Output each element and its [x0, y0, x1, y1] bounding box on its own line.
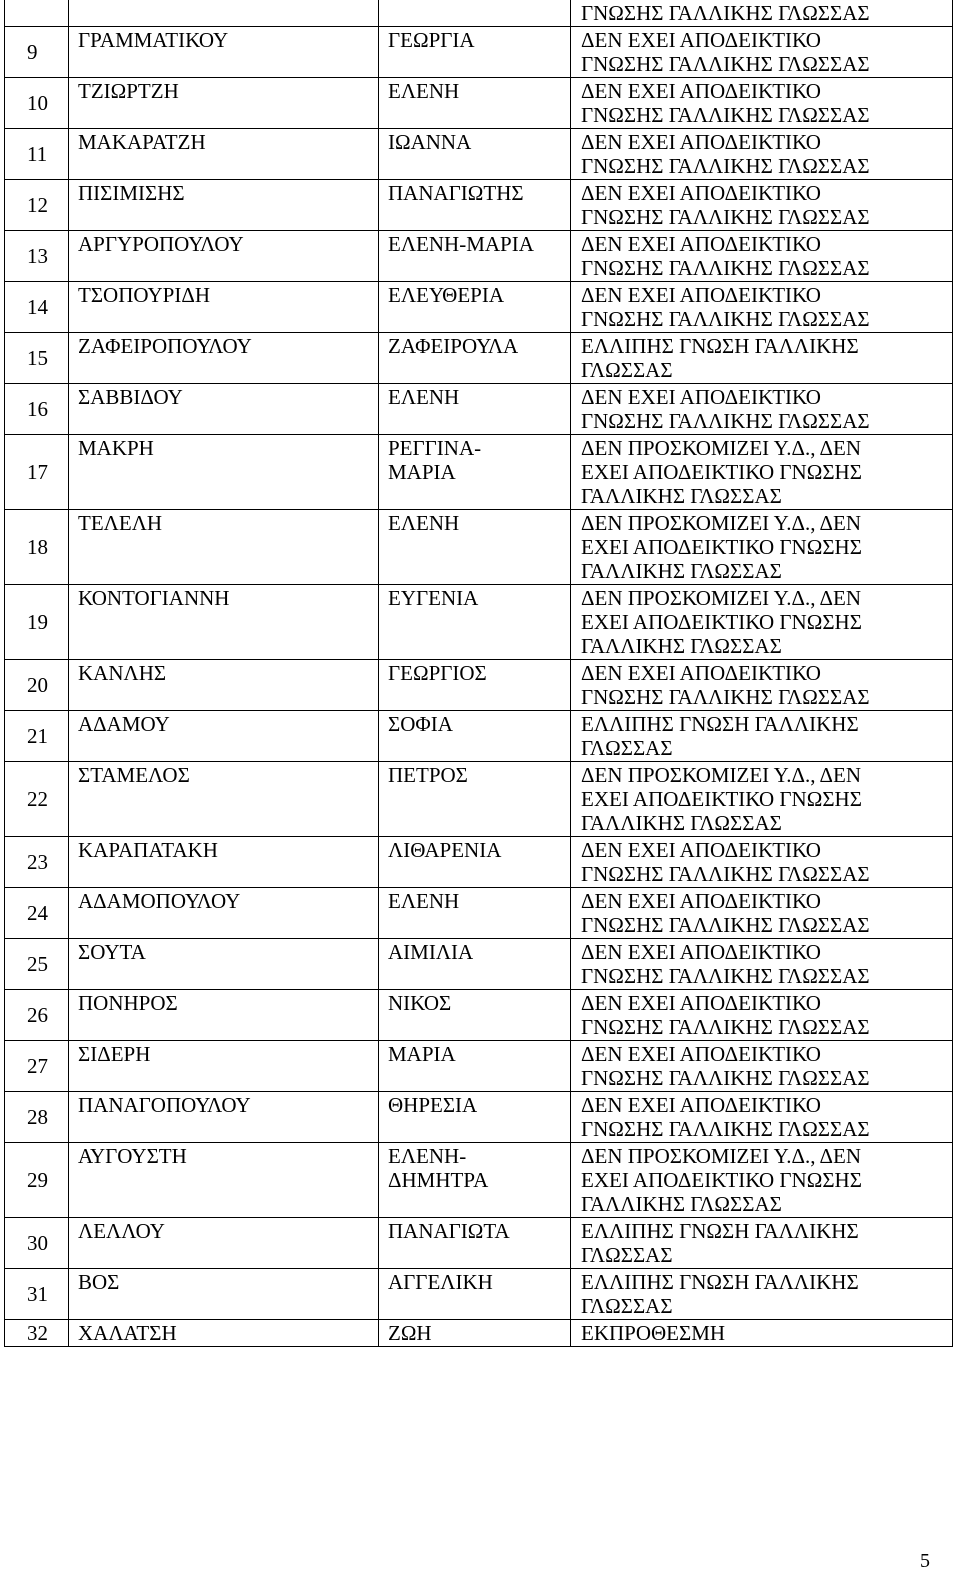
- table-row: [5, 27, 953, 78]
- table-row: [5, 939, 953, 990]
- status-line: ΕΛΛΙΠΗΣ ΓΝΩΣΗ ΓΑΛΛΙΚΗΣ: [581, 334, 859, 358]
- status-line: ΔΕΝ ΕΧΕΙ ΑΠΟΔΕΙΚΤΙΚΟ: [581, 79, 821, 103]
- table-row: [5, 990, 953, 1041]
- table-row: [5, 1143, 953, 1218]
- table-row: [5, 837, 953, 888]
- first-name-cell: ΕΛΕΝΗ- ΔΗΜΗΤΡΑ: [379, 1143, 571, 1218]
- surname-cell: ΠΑΝΑΓΟΠΟΥΛΟΥ: [69, 1092, 379, 1143]
- row-number: 17: [5, 435, 69, 510]
- row-number: 18: [5, 510, 69, 585]
- surname-cell: ΤΣΟΠΟΥΡΙΔΗ: [69, 282, 379, 333]
- surname-cell: ΚΟΝΤΟΓΙΑΝΝΗ: [69, 585, 379, 660]
- name-cell: [379, 0, 571, 27]
- surname-cell: ΚΑΝΛΗΣ: [69, 660, 379, 711]
- status-line: ΕΛΛΙΠΗΣ ΓΝΩΣΗ ΓΑΛΛΙΚΗΣ: [581, 712, 859, 736]
- row-number: 23: [5, 837, 69, 888]
- first-name-cell: ΖΑΦΕΙΡΟΥΛΑ: [379, 333, 571, 384]
- page-number: 5: [920, 1550, 930, 1572]
- status-line: ΔΕΝ ΕΧΕΙ ΑΠΟΔΕΙΚΤΙΚΟ: [581, 940, 821, 964]
- status-line: ΔΕΝ ΠΡΟΣΚΟΜΙΖΕΙ Υ.Δ., ΔΕΝ: [581, 586, 862, 610]
- status-line: ΓΑΛΛΙΚΗΣ ΓΛΩΣΣΑΣ: [581, 634, 782, 658]
- first-name-cell: ΕΛΕΝΗ-ΜΑΡΙΑ: [379, 231, 571, 282]
- surname-cell: ΣΑΒΒΙΔΟΥ: [69, 384, 379, 435]
- table-row: [5, 435, 953, 510]
- row-number: 11: [5, 129, 69, 180]
- status-line: ΔΕΝ ΠΡΟΣΚΟΜΙΖΕΙ Υ.Δ., ΔΕΝ: [581, 763, 862, 787]
- row-number: 22: [5, 762, 69, 837]
- surname-cell: ΣΙΔΕΡΗ: [69, 1041, 379, 1092]
- first-name-cell: ΜΑΡΙΑ: [379, 1041, 571, 1092]
- row-number: 25: [5, 939, 69, 990]
- table-row: [5, 384, 953, 435]
- status-line: ΓΝΩΣΗΣ ΓΑΛΛΙΚΗΣ ΓΛΩΣΣΑΣ: [581, 1117, 870, 1141]
- status-cell: [571, 333, 953, 384]
- status-line: ΕΧΕΙ ΑΠΟΔΕΙΚΤΙΚΟ ΓΝΩΣΗΣ: [581, 787, 862, 811]
- first-name-cell: ΕΛΕΝΗ: [379, 888, 571, 939]
- table-row: [5, 282, 953, 333]
- first-name-cell: ΣΟΦΙΑ: [379, 711, 571, 762]
- status-line: ΕΧΕΙ ΑΠΟΔΕΙΚΤΙΚΟ ΓΝΩΣΗΣ: [581, 460, 862, 484]
- row-number: 24: [5, 888, 69, 939]
- first-name-cell: ΙΩΑΝΝΑ: [379, 129, 571, 180]
- row-number: 9: [5, 27, 69, 78]
- status-line: ΓΝΩΣΗΣ ΓΑΛΛΙΚΗΣ ΓΛΩΣΣΑΣ: [581, 154, 870, 178]
- status-line: ΓΝΩΣΗΣ ΓΑΛΛΙΚΗΣ ΓΛΩΣΣΑΣ: [581, 205, 870, 229]
- row-number: 26: [5, 990, 69, 1041]
- status-cell: [571, 435, 953, 510]
- first-name-cell: ΡΕΓΓΙΝΑ- ΜΑΡΙΑ: [379, 435, 571, 510]
- first-name-cell: ΕΥΓΕΝΙΑ: [379, 585, 571, 660]
- row-number: 29: [5, 1143, 69, 1218]
- table-row: [5, 1092, 953, 1143]
- table-row: [5, 711, 953, 762]
- status-line: ΔΕΝ ΕΧΕΙ ΑΠΟΔΕΙΚΤΙΚΟ: [581, 283, 821, 307]
- table-row: [5, 180, 953, 231]
- table-row: [5, 1269, 953, 1320]
- status-cell: ΓΝΩΣΗΣ ΓΑΛΛΙΚΗΣ ΓΛΩΣΣΑΣ: [571, 0, 953, 27]
- surname-cell: ΣΟΥΤΑ: [69, 939, 379, 990]
- status-line: ΔΕΝ ΕΧΕΙ ΑΠΟΔΕΙΚΤΙΚΟ: [581, 181, 821, 205]
- first-name-cell: ΕΛΕΝΗ: [379, 384, 571, 435]
- status-cell: [571, 27, 953, 78]
- status-cell: [571, 1143, 953, 1218]
- status-line: ΓΝΩΣΗΣ ΓΑΛΛΙΚΗΣ ΓΛΩΣΣΑΣ: [581, 1015, 870, 1039]
- status-line: ΕΧΕΙ ΑΠΟΔΕΙΚΤΙΚΟ ΓΝΩΣΗΣ: [581, 610, 862, 634]
- table-row-fragment: [5, 0, 953, 27]
- first-name-cell: ΓΕΩΡΓΙΟΣ: [379, 660, 571, 711]
- status-cell: [571, 1218, 953, 1269]
- table-row: [5, 231, 953, 282]
- status-line: ΓΝΩΣΗΣ ΓΑΛΛΙΚΗΣ ΓΛΩΣΣΑΣ: [581, 256, 870, 280]
- first-name-cell: ΑΙΜΙΛΙΑ: [379, 939, 571, 990]
- row-number: 15: [5, 333, 69, 384]
- table-row: [5, 129, 953, 180]
- status-cell: [571, 1092, 953, 1143]
- row-number: 20: [5, 660, 69, 711]
- surname-cell: [69, 0, 379, 27]
- surname-cell: ΚΑΡΑΠΑΤΑΚΗ: [69, 837, 379, 888]
- status-line: ΔΕΝ ΠΡΟΣΚΟΜΙΖΕΙ Υ.Δ., ΔΕΝ: [581, 511, 862, 535]
- table-row: [5, 333, 953, 384]
- surname-cell: ΖΑΦΕΙΡΟΠΟΥΛΟΥ: [69, 333, 379, 384]
- status-line: ΔΕΝ ΕΧΕΙ ΑΠΟΔΕΙΚΤΙΚΟ: [581, 385, 821, 409]
- row-number: 13: [5, 231, 69, 282]
- status-line: ΕΚΠΡΟΘΕΣΜΗ: [581, 1321, 726, 1345]
- status-line: ΓΑΛΛΙΚΗΣ ΓΛΩΣΣΑΣ: [581, 559, 782, 583]
- surname-cell: ΑΔΑΜΟΠΟΥΛΟΥ: [69, 888, 379, 939]
- status-line: ΔΕΝ ΕΧΕΙ ΑΠΟΔΕΙΚΤΙΚΟ: [581, 1093, 821, 1117]
- table-row: [5, 660, 953, 711]
- status-line: ΕΛΛΙΠΗΣ ΓΝΩΣΗ ΓΑΛΛΙΚΗΣ: [581, 1219, 859, 1243]
- status-line: ΕΧΕΙ ΑΠΟΔΕΙΚΤΙΚΟ ΓΝΩΣΗΣ: [581, 535, 862, 559]
- status-line: ΓΑΛΛΙΚΗΣ ΓΛΩΣΣΑΣ: [581, 1192, 782, 1216]
- status-line: ΔΕΝ ΕΧΕΙ ΑΠΟΔΕΙΚΤΙΚΟ: [581, 28, 821, 52]
- status-line: ΓΝΩΣΗΣ ΓΑΛΛΙΚΗΣ ΓΛΩΣΣΑΣ: [581, 1066, 870, 1090]
- row-number: 12: [5, 180, 69, 231]
- row-number: 21: [5, 711, 69, 762]
- table-row: [5, 888, 953, 939]
- candidates-table: [4, 0, 953, 1347]
- first-name-cell: ΠΕΤΡΟΣ: [379, 762, 571, 837]
- status-cell: [571, 1320, 953, 1347]
- status-line: ΔΕΝ ΕΧΕΙ ΑΠΟΔΕΙΚΤΙΚΟ: [581, 232, 821, 256]
- first-name-cell: ΘΗΡΕΣΙΑ: [379, 1092, 571, 1143]
- table-row: [5, 1041, 953, 1092]
- status-cell: [571, 939, 953, 990]
- first-name-cell: ΕΛΕΝΗ: [379, 510, 571, 585]
- row-number: 19: [5, 585, 69, 660]
- status-cell: [571, 231, 953, 282]
- status-line: ΔΕΝ ΕΧΕΙ ΑΠΟΔΕΙΚΤΙΚΟ: [581, 661, 821, 685]
- table-row: [5, 585, 953, 660]
- row-number: 16: [5, 384, 69, 435]
- status-line: ΓΝΩΣΗΣ ΓΑΛΛΙΚΗΣ ΓΛΩΣΣΑΣ: [581, 52, 870, 76]
- status-line: ΓΝΩΣΗΣ ΓΑΛΛΙΚΗΣ ΓΛΩΣΣΑΣ: [581, 307, 870, 331]
- status-cell: [571, 888, 953, 939]
- status-line: ΔΕΝ ΠΡΟΣΚΟΜΙΖΕΙ Υ.Δ., ΔΕΝ: [581, 1144, 862, 1168]
- first-name-cell: ΠΑΝΑΓΙΩΤΗΣ: [379, 180, 571, 231]
- table-row: [5, 1218, 953, 1269]
- status-line: ΓΝΩΣΗΣ ΓΑΛΛΙΚΗΣ ΓΛΩΣΣΑΣ: [581, 913, 870, 937]
- status-cell: [571, 711, 953, 762]
- surname-cell: ΧΑΛΑΤΣΗ: [69, 1320, 379, 1347]
- surname-cell: ΑΔΑΜΟΥ: [69, 711, 379, 762]
- row-number: 14: [5, 282, 69, 333]
- status-line: ΓΛΩΣΣΑΣ: [581, 736, 673, 760]
- status-line: ΔΕΝ ΕΧΕΙ ΑΠΟΔΕΙΚΤΙΚΟ: [581, 991, 821, 1015]
- status-cell: [571, 837, 953, 888]
- status-line: ΕΛΛΙΠΗΣ ΓΝΩΣΗ ΓΑΛΛΙΚΗΣ: [581, 1270, 859, 1294]
- status-line: ΓΛΩΣΣΑΣ: [581, 1294, 673, 1318]
- surname-cell: ΠΟΝΗΡΟΣ: [69, 990, 379, 1041]
- status-line: ΓΝΩΣΗΣ ΓΑΛΛΙΚΗΣ ΓΛΩΣΣΑΣ: [581, 685, 870, 709]
- status-cell: [571, 384, 953, 435]
- status-cell: [571, 585, 953, 660]
- surname-cell: ΑΡΓΥΡΟΠΟΥΛΟΥ: [69, 231, 379, 282]
- surname-cell: ΤΖΙΩΡΤΖΗ: [69, 78, 379, 129]
- row-number: 27: [5, 1041, 69, 1092]
- first-name-cell: ΓΕΩΡΓΙΑ: [379, 27, 571, 78]
- status-line: ΓΝΩΣΗΣ ΓΑΛΛΙΚΗΣ ΓΛΩΣΣΑΣ: [581, 103, 870, 127]
- status-cell: [571, 660, 953, 711]
- surname-cell: ΜΑΚΡΗ: [69, 435, 379, 510]
- table-row: [5, 510, 953, 585]
- status-line: ΓΛΩΣΣΑΣ: [581, 358, 673, 382]
- first-name-cell: ΝΙΚΟΣ: [379, 990, 571, 1041]
- surname-cell: ΠΙΣΙΜΙΣΗΣ: [69, 180, 379, 231]
- status-cell: [571, 180, 953, 231]
- row-number: 30: [5, 1218, 69, 1269]
- status-line: ΔΕΝ ΕΧΕΙ ΑΠΟΔΕΙΚΤΙΚΟ: [581, 1042, 821, 1066]
- status-cell: [571, 990, 953, 1041]
- status-cell: [571, 510, 953, 585]
- status-line: ΓΝΩΣΗΣ ΓΑΛΛΙΚΗΣ ΓΛΩΣΣΑΣ: [581, 409, 870, 433]
- first-name-cell: ΠΑΝΑΓΙΩΤΑ: [379, 1218, 571, 1269]
- status-line: ΔΕΝ ΕΧΕΙ ΑΠΟΔΕΙΚΤΙΚΟ: [581, 838, 821, 862]
- status-line: ΕΧΕΙ ΑΠΟΔΕΙΚΤΙΚΟ ΓΝΩΣΗΣ: [581, 1168, 862, 1192]
- status-line: ΓΝΩΣΗΣ ΓΑΛΛΙΚΗΣ ΓΛΩΣΣΑΣ: [581, 964, 870, 988]
- status-line: ΓΑΛΛΙΚΗΣ ΓΛΩΣΣΑΣ: [581, 484, 782, 508]
- surname-cell: ΒΟΣ: [69, 1269, 379, 1320]
- status-cell: [571, 282, 953, 333]
- status-line: ΔΕΝ ΠΡΟΣΚΟΜΙΖΕΙ Υ.Δ., ΔΕΝ: [581, 436, 862, 460]
- row-number: 28: [5, 1092, 69, 1143]
- first-name-cell: ΕΛΕΝΗ: [379, 78, 571, 129]
- row-number: 31: [5, 1269, 69, 1320]
- status-line: ΓΝΩΣΗΣ ΓΑΛΛΙΚΗΣ ΓΛΩΣΣΑΣ: [581, 862, 870, 886]
- surname-cell: ΓΡΑΜΜΑΤΙΚΟΥ: [69, 27, 379, 78]
- row-number: 10: [5, 78, 69, 129]
- table-row: [5, 78, 953, 129]
- table-row: [5, 762, 953, 837]
- surname-cell: ΤΕΛΕΛΗ: [69, 510, 379, 585]
- status-cell: [571, 129, 953, 180]
- status-line: ΓΛΩΣΣΑΣ: [581, 1243, 673, 1267]
- status-cell: [571, 762, 953, 837]
- surname-cell: ΜΑΚΑΡΑΤΖΗ: [69, 129, 379, 180]
- row-number-cell: [5, 0, 69, 27]
- row-number: 32: [5, 1320, 69, 1347]
- table-row: [5, 1320, 953, 1347]
- surname-cell: ΣΤΑΜΕΛΟΣ: [69, 762, 379, 837]
- status-cell: [571, 1269, 953, 1320]
- status-line: ΓΑΛΛΙΚΗΣ ΓΛΩΣΣΑΣ: [581, 811, 782, 835]
- first-name-cell: ΛΙΘΑΡΕΝΙΑ: [379, 837, 571, 888]
- status-line: ΔΕΝ ΕΧΕΙ ΑΠΟΔΕΙΚΤΙΚΟ: [581, 889, 821, 913]
- status-cell: [571, 1041, 953, 1092]
- first-name-cell: ΕΛΕΥΘΕΡΙΑ: [379, 282, 571, 333]
- first-name-cell: ΖΩΗ: [379, 1320, 571, 1347]
- status-cell: [571, 78, 953, 129]
- surname-cell: ΑΥΓΟΥΣΤΗ: [69, 1143, 379, 1218]
- surname-cell: ΛΕΛΛΟΥ: [69, 1218, 379, 1269]
- status-line: ΔΕΝ ΕΧΕΙ ΑΠΟΔΕΙΚΤΙΚΟ: [581, 130, 821, 154]
- first-name-cell: ΑΓΓΕΛΙΚΗ: [379, 1269, 571, 1320]
